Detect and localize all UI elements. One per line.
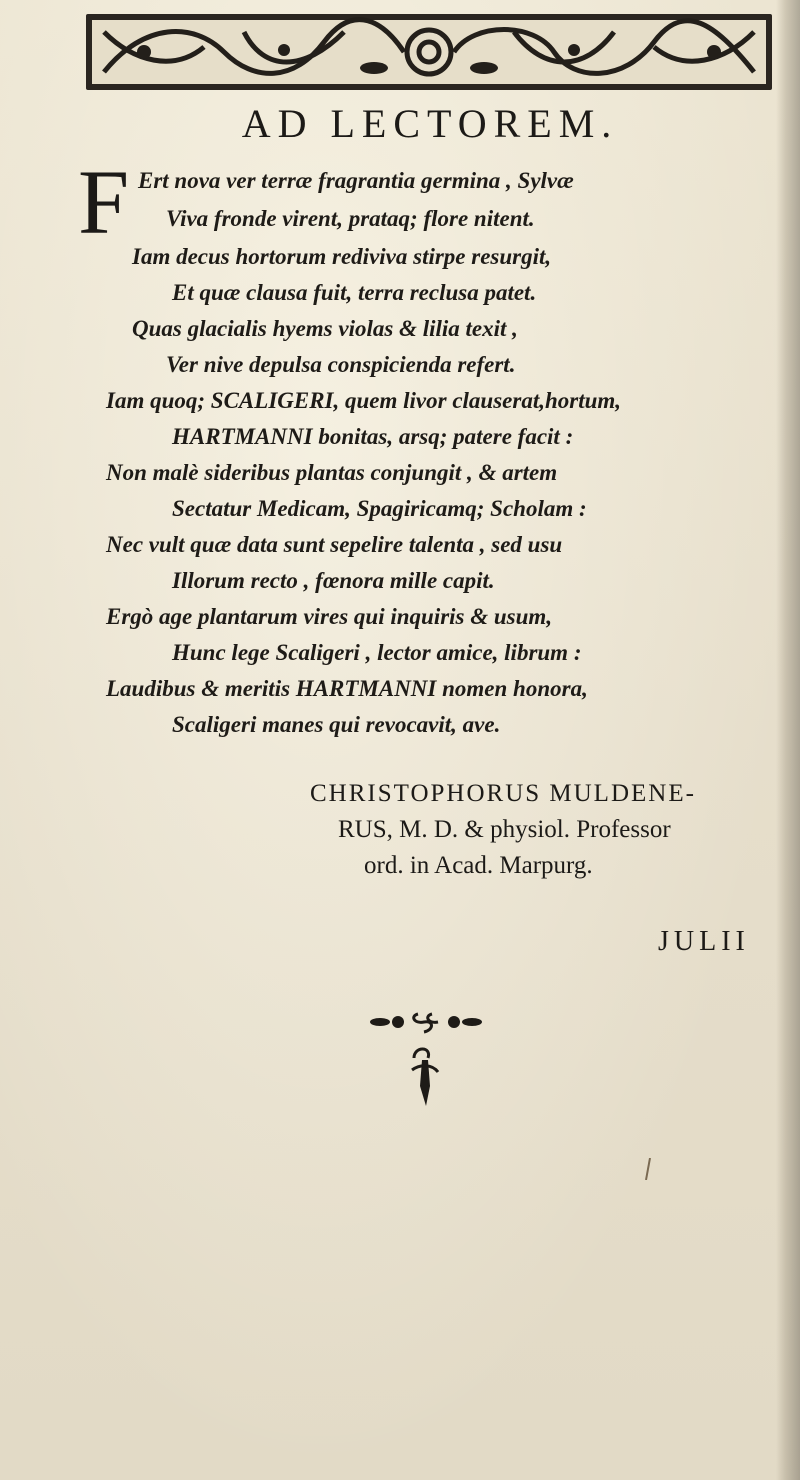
verse-line: Iam decus hortorum rediviva stirpe resurgit, [132, 244, 552, 269]
verse-line: Quas glacialis hyems violas & lilia texit , [132, 316, 518, 341]
drop-cap: F [78, 151, 130, 253]
page-title: AD LECTOREM. [241, 101, 619, 146]
verse-line: Scaligeri manes qui revocavit, ave. [172, 712, 501, 737]
verse-line: Ver nive depulsa conspicienda refert. [166, 352, 516, 377]
verse-line: Ergò age plantarum vires qui inquiris & usum, [106, 604, 553, 629]
catchword: JULII [658, 926, 750, 957]
signature-credentials: RUS, M. D. & physiol. Professor [338, 816, 671, 843]
verse-line: Non malè sideribus plantas conjungit , & artem [106, 460, 558, 485]
tailpiece-flourish-icon [366, 1006, 486, 1110]
verse-line: Iam quoq; SCALIGERI, quem livor clauserat,hortum, [106, 388, 622, 413]
verse-line: Et quæ clausa fuit, terra reclusa patet. [172, 280, 537, 305]
verse-line: HARTMANNI bonitas, arsq; patere facit : [172, 424, 574, 449]
verse-line: Viva fronde virent, prataq; flore nitent. [166, 206, 535, 231]
verse-line: Nec vult quæ data sunt sepelire talenta , sed usu [106, 532, 563, 557]
signature-affiliation: ord. in Acad. Marpurg. [364, 852, 593, 879]
verse-line: Sectatur Medicam, Spagiricamq; Scholam : [172, 496, 587, 521]
page-edge-shadow [776, 0, 800, 1480]
verse-line: Hunc lege Scaligeri , lector amice, librum : [172, 640, 582, 665]
verse-line: Ert nova ver terræ fragrantia germina , Sylvæ [138, 168, 574, 193]
verse-line: Laudibus & meritis HARTMANNI nomen honora, [106, 676, 588, 701]
verse-line: Illorum recto , fœnora mille capit. [172, 568, 495, 593]
ink-mark-icon [644, 1158, 652, 1180]
ornamental-headpiece-icon [84, 12, 774, 92]
signature-name: CHRISTOPHORUS MULDENE- [310, 780, 696, 807]
